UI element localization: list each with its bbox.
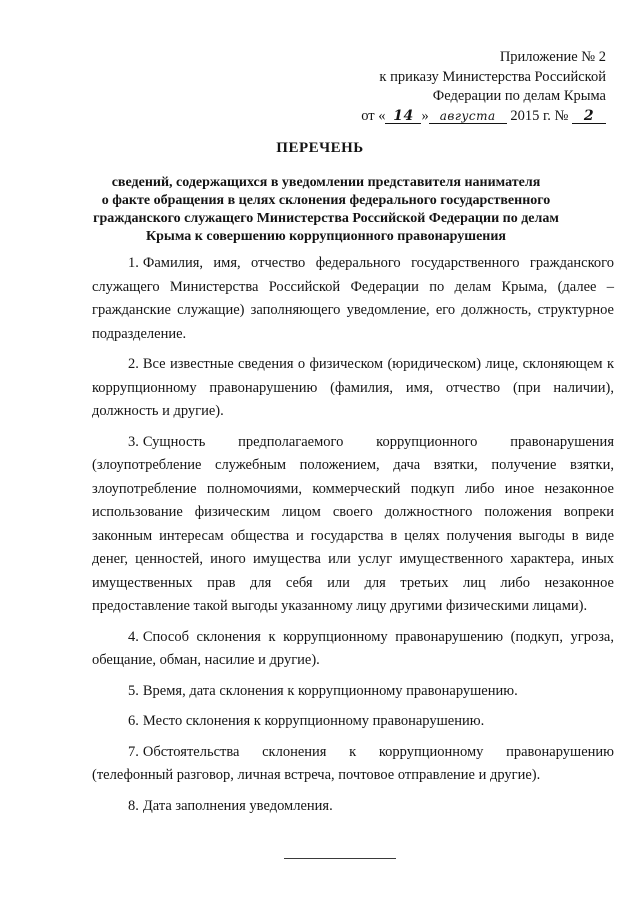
item-number: 3. bbox=[128, 433, 139, 450]
item-text: Сущность предполагаемого коррупционного правонарушения (злоупотребление служебным положением, дача взятки, получение взятки, злоупотребление полномочиями, коммерческий подкуп либо иное незаконное использование физическим лицом своего должностного положения вопреки законным интересам общества и государства в целях получения выгоды в виде денег, ценностей, иного имущества или услуг имущественного характера, иных имущественных прав для себя или для третьих лиц либо незаконное предоставление такой выгоды указанному лицу другими физическими лицами). bbox=[92, 433, 614, 614]
item-number: 6. bbox=[128, 713, 139, 729]
ministry-name: Федерации по делам Крыма bbox=[432, 88, 606, 104]
item-number: 7. bbox=[128, 743, 139, 760]
handwritten-day: 14 bbox=[385, 109, 421, 124]
handwritten-doc-number: 2 bbox=[572, 109, 606, 124]
item-number: 4. bbox=[128, 628, 139, 645]
document-subtitle bbox=[84, 174, 568, 246]
list-item bbox=[92, 741, 614, 788]
item-text: Фамилия, имя, отчество федерального государственного гражданского служащего Министерства Российской Федерации по делам Крыма, (далее – гражданские служащие) заполняющего уведомление, его должность, структурное подразделение. bbox=[92, 255, 614, 342]
item-number: 1. bbox=[128, 255, 139, 271]
order-date-line bbox=[336, 107, 606, 127]
item-number: 5. bbox=[128, 682, 139, 699]
item-number: 2. bbox=[128, 356, 139, 372]
appendix-header bbox=[336, 48, 606, 126]
item-text: Дата заполнения уведомления. bbox=[142, 797, 333, 814]
date-quote-close: » bbox=[421, 107, 429, 124]
item-text: Место склонения к коррупционному правонарушению. bbox=[142, 713, 485, 729]
handwritten-month: августа bbox=[429, 109, 507, 124]
list-item bbox=[92, 353, 614, 424]
subtitle-line: сведений, содержащихся в уведомлении представителя нанимателя bbox=[111, 175, 541, 190]
items-list bbox=[92, 252, 614, 825]
list-item bbox=[92, 710, 614, 734]
item-number: 8. bbox=[128, 797, 139, 814]
end-divider bbox=[284, 858, 396, 859]
date-year: 2015 г. № bbox=[506, 107, 569, 124]
item-text: Обстоятельства склонения к коррупционному правонарушению (телефонный разговор, личная встреча, почтовое отправление и другие). bbox=[92, 743, 614, 783]
subtitle-line: гражданского служащего Министерства Российской Федерации по делам bbox=[93, 211, 559, 226]
item-text: Способ склонения к коррупционному правонарушению (подкуп, угроза, обещание, обман, насилие и другие). bbox=[92, 628, 614, 668]
item-text: Все известные сведения о физическом (юридическом) лице, склоняющем к коррупционному правонарушению (фамилия, имя, отчество (при наличии), должность и другие). bbox=[92, 356, 614, 419]
item-text: Время, дата склонения к коррупционному правонарушению. bbox=[142, 682, 518, 699]
date-prefix: от « bbox=[361, 107, 386, 124]
list-item bbox=[92, 431, 614, 619]
list-item bbox=[92, 795, 614, 819]
order-reference: к приказу Министерства Российской bbox=[379, 68, 606, 85]
document-title: ПЕРЕЧЕНЬ bbox=[276, 140, 364, 156]
list-item bbox=[92, 680, 614, 704]
list-item bbox=[92, 252, 614, 346]
subtitle-line: о факте обращения в целях склонения федерального государственного bbox=[101, 193, 551, 208]
appendix-number: Приложение № 2 bbox=[499, 49, 606, 65]
list-item bbox=[92, 626, 614, 673]
subtitle-line: Крыма к совершению коррупционного правонарушения bbox=[145, 229, 506, 244]
